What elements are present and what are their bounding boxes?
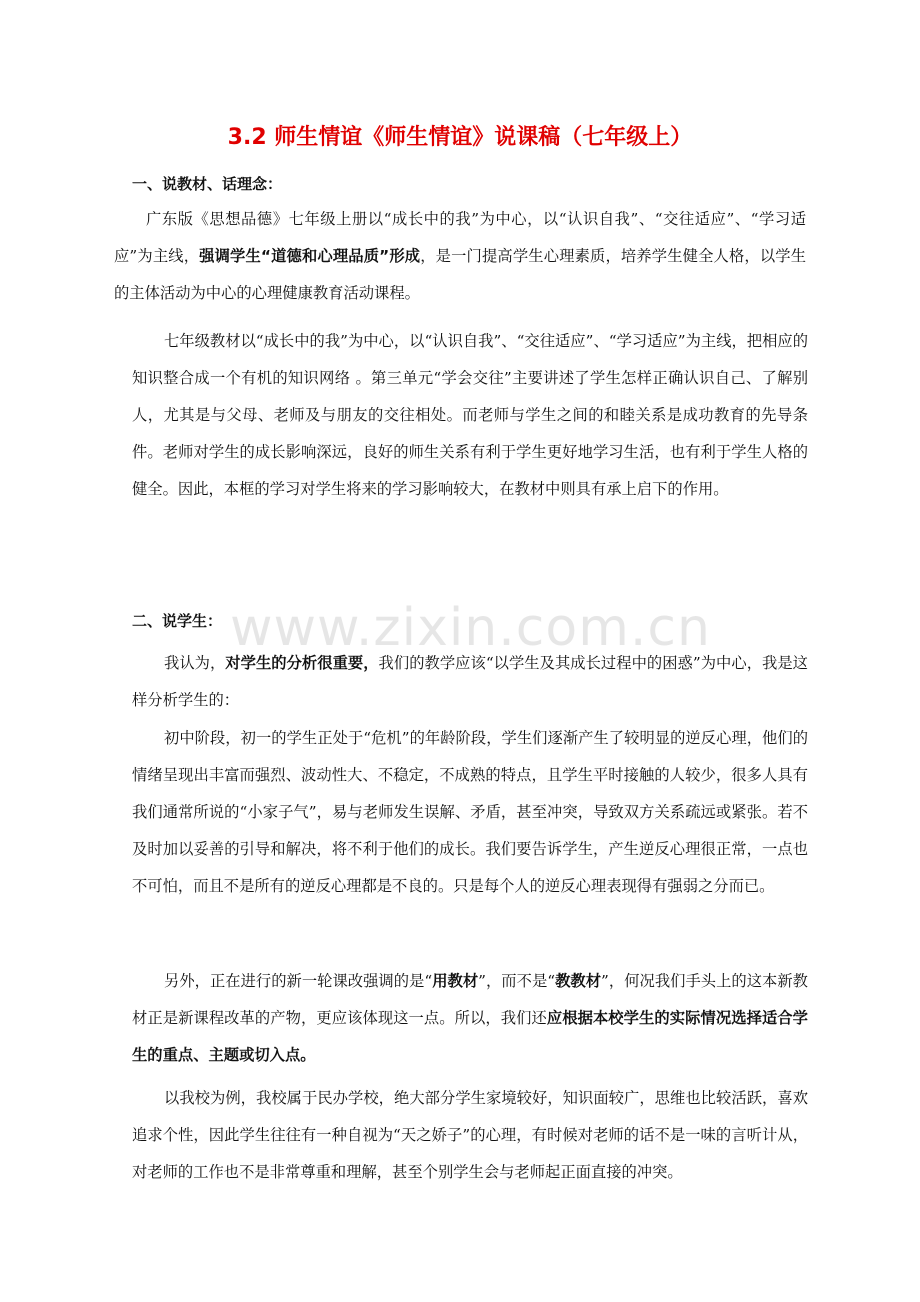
paragraph-textbook-intro (114, 201, 806, 312)
text-span: 另外，正在进行的新一轮课改强调的是“ (164, 972, 433, 990)
bold-text: 强调学生“道德和心理品质”形成 (199, 247, 421, 265)
section-heading-textbook: 一、说教材、话理念： (132, 175, 283, 193)
paragraph-curriculum-reform (132, 963, 808, 1074)
bold-text: 对学生的分析很重要， (225, 654, 379, 672)
text-span: ”，何况我们手头上的这本新教材正是新课程改革的产物，更应该体现这一点。所以，我们还 (132, 972, 808, 1027)
text-span: 我认为， (164, 654, 226, 672)
text-span: 广东版《思想品德》七年级上册以“成长中的我”为中心，以“认识自我”、“交往适应”、“学习适应”为主线， (114, 210, 806, 265)
text-span: ”，而不是“ (478, 972, 556, 990)
paragraph-textbook-structure: 七年级教材以“成长中的我”为中心，以“认识自我”、“交往适应”、“学习适应”为主线，把相应的知识整合成一个有机的知识网络 。第三单元“学会交往”主要讲述了学生怎样正确认识自己、了解别人，尤其是与父母、老师及与朋友的交往相处。而老师与学生之间的和睦关系是成功教育的先导条件。老师对学生的成长影响深远，良好的师生关系有利于学生更好地学习生活，也有利于学生人格的健全。因此，本框的学习对学生将来的学习影响较大，在教材中则具有承上启下的作用。 (132, 332, 808, 498)
bold-text: 应根据本校学生的实际情况选择适合学生的重点、主题或切入点。 (132, 1009, 808, 1064)
paragraph-student-analysis (132, 645, 808, 719)
bold-text: 教教材 (555, 972, 602, 990)
paragraph-school-example: 以我校为例，我校属于民办学校，绝大部分学生家境较好，知识面较广，思维也比较活跃，喜欢追求个性，因此学生往往有一种自视为“天之娇子”的心理，有时候对老师的话不是一味的言听计从，对老师的工作也不是非常尊重和理解，甚至个别学生会与老师起正面直接的冲突。 (132, 1089, 808, 1181)
paragraph-junior-stage: 初中阶段，初一的学生正处于“危机”的年龄阶段，学生们逐渐产生了较明显的逆反心理，他们的情绪呈现出丰富而强烈、波动性大、不稳定，不成熟的特点，且学生平时接触的人较少，很多人具有我们通常所说的“小家子气”，易与老师发生误解、矛盾，甚至冲突，导致双方关系疏远或紧张。若不及时加以妥善的引导和解决，将不利于他们的成长。我们要告诉学生，产生逆反心理很正常，一点也不可怕，而且不是所有的逆反心理都是不良的。只是每个人的逆反心理表现得有强弱之分而已。 (132, 729, 808, 895)
section-heading-students: 二、说学生： (132, 612, 223, 630)
text-span: 我们的教学应该“以学生及其成长过程中的困惑”为中心，我是这样分析学生的： (132, 654, 808, 709)
bold-text: 用教材 (432, 972, 479, 990)
watermark: www.zixin.com.cn (230, 598, 711, 658)
text-span: ，是一门提高学生心理素质，培养学生健全人格，以学生的主体活动为中心的心理健康教育活动课程。 (114, 247, 806, 302)
document-title: 3.2 师生情谊《师生情谊》说课稿（七年级上） (227, 125, 693, 150)
